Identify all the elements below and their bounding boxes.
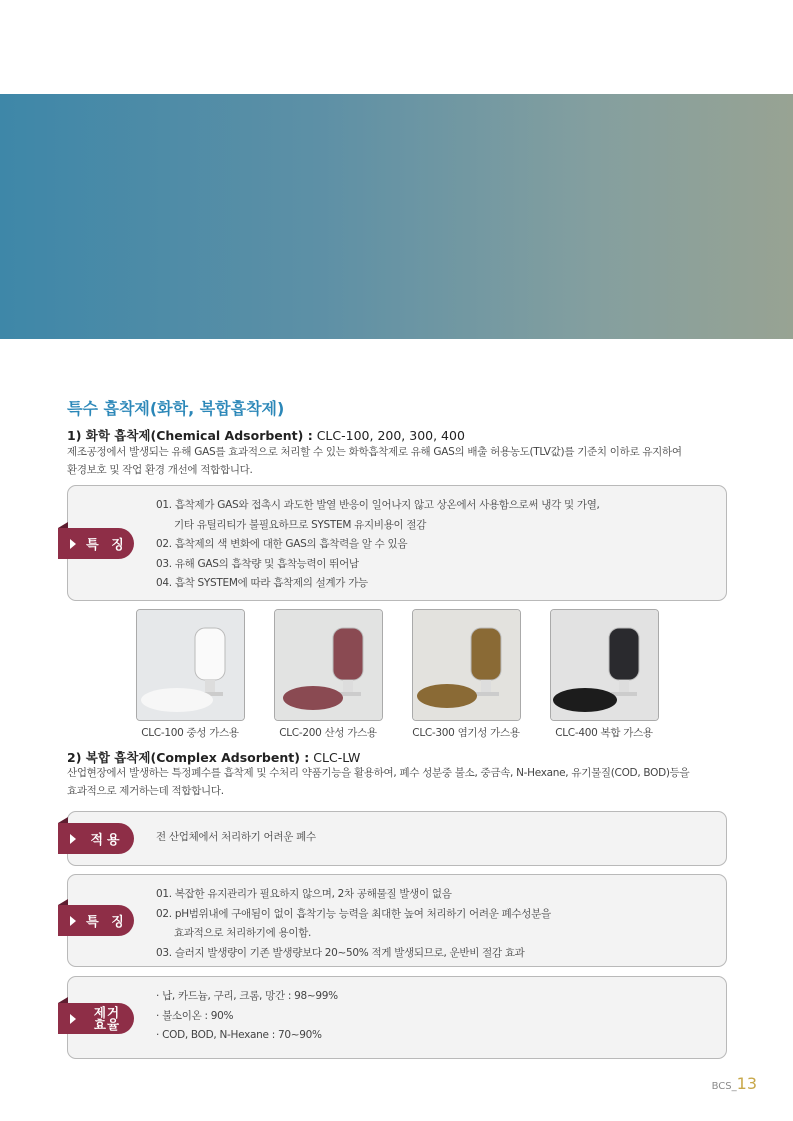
product-photo-clc400 <box>550 609 659 721</box>
list-item: · COD, BOD, N-Hexane : 70~90% <box>156 1029 322 1041</box>
product-photo-clc100 <box>136 609 245 721</box>
play-arrow-icon <box>70 1014 76 1024</box>
chem-features-box <box>67 485 727 601</box>
complex-desc-line1: 산업현장에서 발생하는 특정폐수를 흡착제 및 수처리 약품기능을 활용하여, 폐수 성분중 불소, 중금속, N-Hexane, 유기물질(COD, BOD)등을 <box>67 767 690 779</box>
complex-efficiency-tag <box>58 1003 134 1034</box>
product-caption: CLC-200 산성 가스용 <box>279 727 377 739</box>
list-item: 효과적으로 처리하기에 용이함. <box>174 927 312 939</box>
eff-label-line2: 효율 <box>93 1016 121 1032</box>
list-item: 01. 흡착제가 GAS와 접촉시 과도한 발열 반응이 일어나지 않고 상온에서 사용함으로써 냉각 및 가열, <box>156 499 600 511</box>
complex-efficiency-box <box>67 976 727 1059</box>
chem-heading-label: 1) 화학 흡착제(Chemical Adsorbent) : <box>67 428 313 443</box>
complex-features-list <box>156 885 551 963</box>
list-item: 02. pH범위내에 구애됨이 없이 흡착기능 능력을 최대한 높여 처리하기 어려운 폐수성분을 <box>156 907 551 920</box>
bcs-logo-icon <box>587 364 627 404</box>
complex-apply-tag-label: 적용 <box>90 833 124 848</box>
product-photo-clc300 <box>412 609 521 721</box>
chem-heading <box>67 426 465 444</box>
chem-feature-tag <box>58 528 134 559</box>
list-item: · 불소이온 : 90% <box>156 1009 234 1022</box>
product-photos <box>136 609 658 739</box>
chem-heading-models: CLC-100, 200, 300, 400 <box>312 428 465 443</box>
list-item: · 납, 카드늄, 구리, 크롬, 망간 : 98~99% <box>156 990 338 1002</box>
list-item: 03. 유해 GAS의 흡착량 및 흡착능력이 뛰어남 <box>156 557 359 570</box>
list-item: 기타 유틸리티가 불필요하므로 SYSTEM 유지비용이 절감 <box>174 518 427 531</box>
logo-subtitle <box>722 372 769 396</box>
bcs-logo <box>587 364 769 404</box>
complex-feature-tag <box>58 905 134 936</box>
list-item: 04. 흡착 SYSTEM에 따라 흡착제의 설계가 가능 <box>156 577 368 589</box>
play-arrow-icon <box>70 916 76 926</box>
complex-apply-list <box>156 828 316 848</box>
eff-label-line1: 제거 <box>93 1004 121 1020</box>
complex-efficiency-tag-label <box>86 1003 128 1034</box>
list-item: 02. 흡착제의 색 변화에 대한 GAS의 흡착력을 알 수 있음 <box>156 538 408 550</box>
chem-features-list <box>156 496 600 594</box>
play-arrow-icon <box>70 834 76 844</box>
complex-feature-tag-label: 특 징 <box>86 915 128 930</box>
list-item: 전 산업체에서 처리하기 어려운 폐수 <box>156 831 316 843</box>
chem-description <box>67 443 727 479</box>
logo-divider <box>713 371 714 397</box>
complex-apply-box <box>67 811 727 866</box>
page-prefix: BCS_ <box>711 1081 737 1092</box>
chem-desc-line2: 환경보호 및 작업 환경 개선에 적합합니다. <box>67 464 253 476</box>
product-photo-clc200 <box>274 609 383 721</box>
chem-desc-line1: 제조공정에서 발생되는 유해 GAS를 효과적으로 처리할 수 있는 화학흡착제로 유해 GAS의 배출 허용농도(TLV값)를 기준치 이하로 유지하여 <box>67 446 682 458</box>
header-banner <box>0 94 793 401</box>
section-title: 특수 흡착제(화학, 복합흡착제) <box>67 399 285 418</box>
play-arrow-icon <box>70 539 76 549</box>
page-number <box>712 1074 757 1093</box>
product-caption: CLC-100 중성 가스용 <box>141 727 239 739</box>
complex-heading-label: 2) 복합 흡착제(Complex Adsorbent) : <box>67 750 310 765</box>
list-item: 03. 슬러지 발생량이 기존 발생량보다 20~50% 적게 발생되므로, 운반비 절감 효과 <box>156 946 525 959</box>
list-item: 01. 복잡한 유지관리가 필요하지 않으며, 2차 공해물질 발생이 없음 <box>156 888 452 900</box>
complex-desc-line2: 효과적으로 제거하는데 적합합니다. <box>67 785 224 797</box>
chem-feature-tag-label: 특 징 <box>86 538 128 553</box>
complex-efficiency-list <box>156 987 338 1046</box>
complex-heading-models: CLC-LW <box>309 750 361 765</box>
complex-apply-tag <box>58 823 134 854</box>
page-number-value: 13 <box>736 1074 757 1093</box>
complex-description <box>67 764 727 800</box>
product-caption: CLC-300 염기성 가스용 <box>412 727 520 739</box>
complex-features-box <box>67 874 727 967</box>
product-caption: CLC-400 복합 가스용 <box>555 727 653 739</box>
logo-sub-line2: Science <box>722 383 769 397</box>
logo-brand: BCS <box>637 367 704 401</box>
logo-sub-line1: Carbon <box>722 371 766 385</box>
